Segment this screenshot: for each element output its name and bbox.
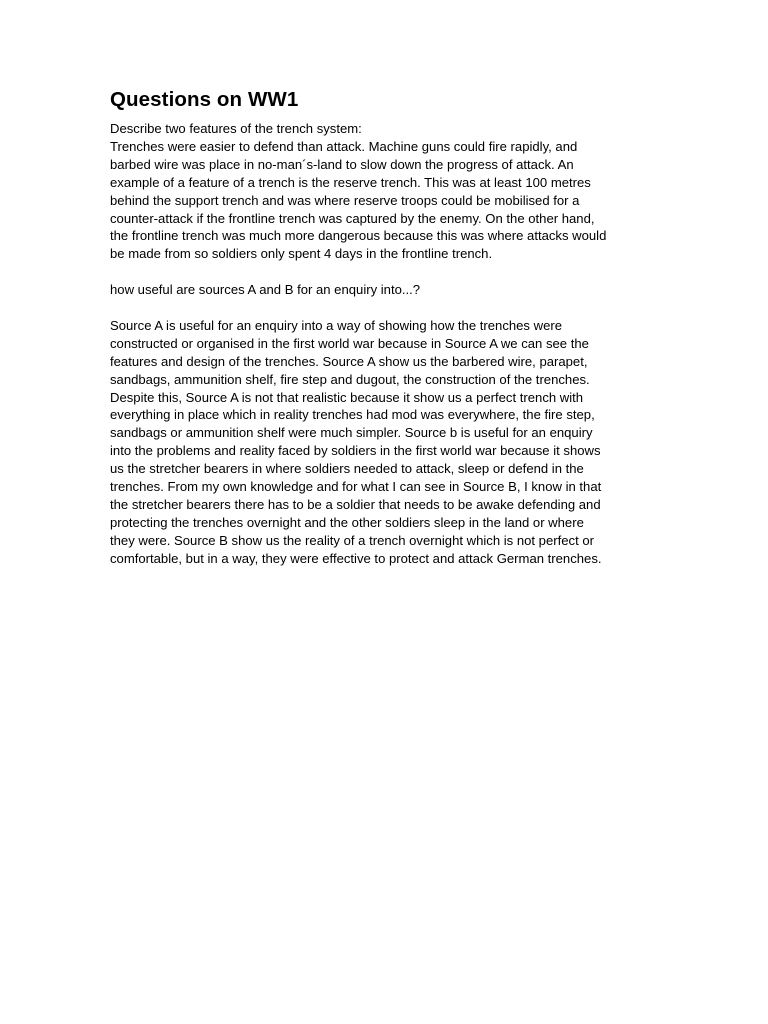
answer-2-line: into the problems and reality faced by soldiers in the first world war because it shows <box>110 443 601 459</box>
paragraph-gap <box>110 299 658 317</box>
answer-2-line: the stretcher bearers there has to be a soldier that needs to be awake defending and <box>110 497 601 512</box>
answer-2-line: us the stretcher bearers in where soldiers needed to attack, sleep or defend in the <box>110 461 584 477</box>
question-1-line: Describe two features of the trench system: <box>110 121 362 136</box>
answer-2-line: sandbags, ammunition shelf, fire step and dugout, the construction of the trenches. <box>110 371 590 387</box>
answer-1-line: behind the support trench and was where reserve troops could be mobilised for a <box>110 192 580 208</box>
answer-2-line: constructed or organised in the first world war because in Source A we can see the <box>110 335 589 351</box>
answer-1-line: the frontline trench was much more dangerous because this was where attacks would <box>110 228 607 244</box>
answer-2-line: they were. Source B show us the reality of a trench overnight which is not perfect or <box>110 532 594 548</box>
answer-1-line: be made from so soldiers only spent 4 days in the frontline trench. <box>110 246 493 262</box>
question-1-block <box>110 120 658 263</box>
answer-2-line: sandbags or ammunition shelf were much simpler. Source b is useful for an enquiry <box>110 425 593 441</box>
answer-2-line: features and design of the trenches. Source A show us the barbered wire, parapet, <box>110 353 588 369</box>
question-2-block <box>110 281 658 299</box>
answer-2-line: protecting the trenches overnight and the other soldiers sleep in the land or where <box>110 514 584 530</box>
answer-2-line: trenches. From my own knowledge and for what I can see in Source B, I know in that <box>110 479 602 495</box>
answer-1-line: example of a feature of a trench is the reserve trench. This was at least 100 metres <box>110 174 591 190</box>
answer-2-line: Source A is useful for an enquiry into a way of showing how the trenches were <box>110 317 562 333</box>
answer-2-line: comfortable, but in a way, they were effective to protect and attack German trenches. <box>110 550 602 566</box>
question-2-line: how useful are sources A and B for an enquiry into...? <box>110 282 421 298</box>
answer-2-block <box>110 317 658 568</box>
answer-2-line: everything in place which in reality trenches had mod was everywhere, the fire step, <box>110 407 595 423</box>
answer-1-line: Trenches were easier to defend than attack. Machine guns could fire rapidly, and <box>110 138 578 154</box>
page-title: Questions on WW1 <box>110 88 299 111</box>
answer-2-line: Despite this, Source A is not that realistic because it show us a perfect trench with <box>110 389 584 405</box>
answer-1-line: counter-attack if the frontline trench was captured by the enemy. On the other hand, <box>110 210 595 226</box>
answer-1-line: barbed wire was place in no-man´s-land to slow down the progress of attack. An <box>110 156 574 172</box>
document-page <box>110 86 658 568</box>
paragraph-gap <box>110 263 658 281</box>
